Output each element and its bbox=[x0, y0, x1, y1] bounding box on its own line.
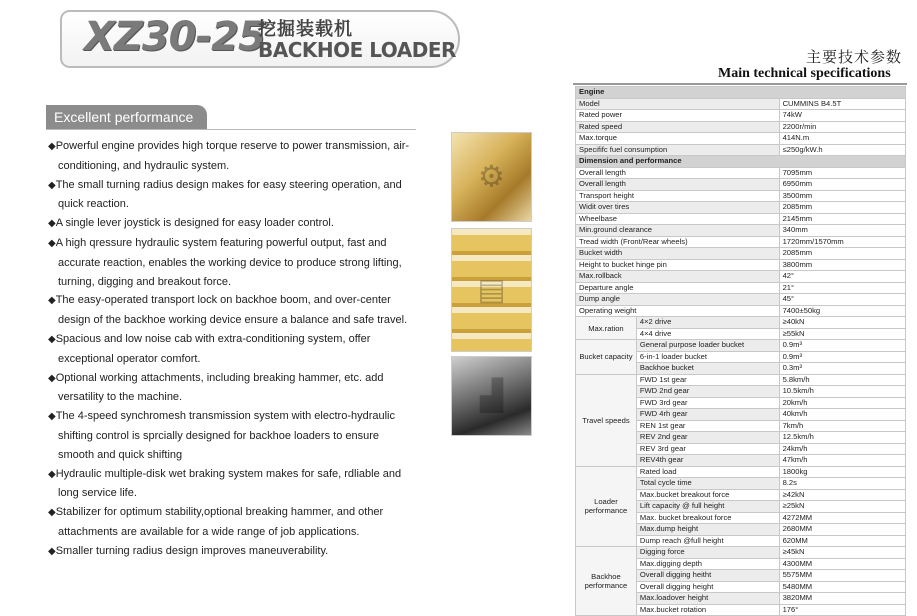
spec-label: 6-in-1 loader bucket bbox=[636, 351, 779, 363]
spec-table bbox=[575, 86, 906, 616]
spec-label: Min.ground clearance bbox=[576, 225, 780, 237]
spec-group-label: Max.ration bbox=[576, 317, 637, 340]
spec-section-title: Engine bbox=[576, 87, 906, 99]
spec-value: 5480MM bbox=[779, 581, 905, 593]
spec-row bbox=[576, 248, 906, 260]
spec-value: 7400±50kg bbox=[779, 305, 905, 317]
spec-title-en: Main technical specifications bbox=[718, 66, 891, 81]
spec-row bbox=[576, 547, 906, 559]
spec-label: Dump reach @full height bbox=[636, 535, 779, 547]
performance-heading: Excellent performance bbox=[46, 105, 207, 129]
spec-label: Total cycle time bbox=[636, 478, 779, 490]
spec-label: Rated power bbox=[576, 110, 780, 122]
spec-label: REV 3rd gear bbox=[636, 443, 779, 455]
spec-value: 3800mm bbox=[779, 259, 905, 271]
spec-label: 4×4 drive bbox=[636, 328, 779, 340]
spec-section-header bbox=[576, 156, 906, 168]
spec-group-label: Backhoe performance bbox=[576, 547, 637, 616]
spec-title-cn: 主要技术参数 bbox=[806, 48, 903, 66]
spec-row bbox=[576, 374, 906, 386]
spec-label: Model bbox=[576, 98, 780, 110]
spec-label: Transport height bbox=[576, 190, 780, 202]
spec-row bbox=[576, 236, 906, 248]
spec-label: Overall length bbox=[576, 179, 780, 191]
spec-value: 176° bbox=[779, 604, 905, 616]
spec-label: Widit over tires bbox=[576, 202, 780, 214]
spec-label: Max.bucket rotation bbox=[636, 604, 779, 616]
spec-value: 0.3m³ bbox=[779, 363, 905, 375]
spec-label: FWD 4rh gear bbox=[636, 409, 779, 421]
spec-label: FWD 3rd gear bbox=[636, 397, 779, 409]
spec-label: FWD 1st gear bbox=[636, 374, 779, 386]
spec-value: 8.2s bbox=[779, 478, 905, 490]
spec-label: Operating weight bbox=[576, 305, 780, 317]
feature-item: ◆ Hydraulic multiple-disk wet braking system makes for safe, rdliable and long service life. bbox=[48, 465, 418, 504]
spec-row bbox=[576, 190, 906, 202]
spec-value: ≥55kN bbox=[779, 328, 905, 340]
spec-label: Bucket width bbox=[576, 248, 780, 260]
spec-label: Max.dump height bbox=[636, 524, 779, 536]
spec-label: Overall digging heitht bbox=[636, 570, 779, 582]
feature-item: ◆ Powerful engine provides high torque reserve to power transmission, air-conditioning, and hydraulic system. bbox=[48, 137, 418, 176]
spec-label: FWD 2nd gear bbox=[636, 386, 779, 398]
spec-value: ≤250g/kW.h bbox=[779, 144, 905, 156]
feature-item: ◆ A single lever joystick is designed for easy loader control. bbox=[48, 214, 418, 234]
engine-photo bbox=[451, 132, 532, 222]
spec-value: 47km/h bbox=[779, 455, 905, 467]
spec-row bbox=[576, 144, 906, 156]
spec-value: 74kW bbox=[779, 110, 905, 122]
spec-value: 2200r/min bbox=[779, 121, 905, 133]
operator-cab-photo bbox=[451, 356, 532, 436]
spec-group-label: Loader performance bbox=[576, 466, 637, 547]
spec-value: ≥42kN bbox=[779, 489, 905, 501]
spec-value: 3820MM bbox=[779, 593, 905, 605]
spec-value: 21° bbox=[779, 282, 905, 294]
spec-label: Max.loadover height bbox=[636, 593, 779, 605]
spec-label: Lift capacity @ full height bbox=[636, 501, 779, 513]
spec-row bbox=[576, 271, 906, 283]
feature-item: ◆ Smaller turning radius design improves maneuverability. bbox=[48, 542, 418, 562]
spec-row bbox=[576, 213, 906, 225]
spec-value: 2085mm bbox=[779, 202, 905, 214]
product-title-en: BACKHOE LOADER bbox=[258, 38, 456, 62]
spec-label: Max. bucket breakout force bbox=[636, 512, 779, 524]
spec-label: Digging force bbox=[636, 547, 779, 559]
spec-value: 0.9m³ bbox=[779, 351, 905, 363]
spec-value: 42° bbox=[779, 271, 905, 283]
spec-value: 340mm bbox=[779, 225, 905, 237]
spec-group-label: Travel speeds bbox=[576, 374, 637, 466]
model-title: XZ30-25 bbox=[84, 14, 265, 60]
spec-row bbox=[576, 110, 906, 122]
feature-item: ◆ The 4-speed synchromesh transmission system with electro-hydraulic shifting control is sprcially designed for backhoe loaders to ensure smooth and quick shifting bbox=[48, 407, 418, 464]
spec-divider bbox=[573, 83, 907, 85]
spec-value: 2680MM bbox=[779, 524, 905, 536]
spec-label: Tread width (Front/Rear wheels) bbox=[576, 236, 780, 248]
spec-value: 12.5km/h bbox=[779, 432, 905, 444]
spec-value: ≥25kN bbox=[779, 501, 905, 513]
spec-row bbox=[576, 98, 906, 110]
feature-item: ◆ Optional working attachments, including breaking hammer, etc. add versatility to the machine. bbox=[48, 369, 418, 408]
spec-value: 5575MM bbox=[779, 570, 905, 582]
spec-row bbox=[576, 121, 906, 133]
spec-label: Max.torque bbox=[576, 133, 780, 145]
feature-item: ◆ Spacious and low noise cab with extra-conditioning system, offer exceptional operator comfort. bbox=[48, 330, 418, 369]
spec-value: 6950mm bbox=[779, 179, 905, 191]
spec-row bbox=[576, 294, 906, 306]
spec-value: CUMMINS B4.5T bbox=[779, 98, 905, 110]
spec-row bbox=[576, 282, 906, 294]
spec-value: 0.9m³ bbox=[779, 340, 905, 352]
spec-value: 45° bbox=[779, 294, 905, 306]
spec-label: Max.bucket breakout force bbox=[636, 489, 779, 501]
spec-label: Height to bucket hinge pin bbox=[576, 259, 780, 271]
spec-label: Specififc fuel consumption bbox=[576, 144, 780, 156]
spec-value: 3500mm bbox=[779, 190, 905, 202]
engine-icon: ⚙ bbox=[478, 160, 505, 194]
spec-label: REV 2nd gear bbox=[636, 432, 779, 444]
spec-label: 4×2 drive bbox=[636, 317, 779, 329]
spec-group-label: Bucket capacity bbox=[576, 340, 637, 375]
spec-value: 620MM bbox=[779, 535, 905, 547]
spec-value: 7095mm bbox=[779, 167, 905, 179]
spec-label: Max.digging depth bbox=[636, 558, 779, 570]
spec-row bbox=[576, 225, 906, 237]
feature-item: ◆ A high qressure hydraulic system featuring powerful output, fast and accurate reaction, enables the working device to produce strong lifting, turning, digging and breakout force. bbox=[48, 234, 418, 291]
spec-row bbox=[576, 305, 906, 317]
spec-row bbox=[576, 202, 906, 214]
spec-value: 2145mm bbox=[779, 213, 905, 225]
spec-row bbox=[576, 340, 906, 352]
spec-label: REN 1st gear bbox=[636, 420, 779, 432]
spec-label: Dump angle bbox=[576, 294, 780, 306]
feature-item: ◆ The easy-operated transport lock on backhoe boom, and over-center design of the backhoe working device ensure a balance and safe travel. bbox=[48, 291, 418, 330]
spec-label: Overall length bbox=[576, 167, 780, 179]
feature-list bbox=[48, 137, 418, 562]
spec-label: Overall digging height bbox=[636, 581, 779, 593]
spec-section-header bbox=[576, 87, 906, 99]
spec-label: Rated load bbox=[636, 466, 779, 478]
spec-value: 20km/h bbox=[779, 397, 905, 409]
spec-label: Wheelbase bbox=[576, 213, 780, 225]
spec-value: 414N.m bbox=[779, 133, 905, 145]
spec-value: 40km/h bbox=[779, 409, 905, 421]
spec-label: Rated speed bbox=[576, 121, 780, 133]
feature-item: ◆ Stabilizer for optimum stability,optional breaking hammer, and other attachments are available for a wide range of job applications. bbox=[48, 503, 418, 542]
spec-label: REV4th gear bbox=[636, 455, 779, 467]
spec-label: General purpose loader bucket bbox=[636, 340, 779, 352]
feature-item: ◆ The small turning radius design makes for easy steering operation, and quick reaction. bbox=[48, 176, 418, 215]
product-title-cn: 挖掘装载机 bbox=[258, 19, 353, 40]
seat-icon: ▟ bbox=[479, 379, 504, 413]
spec-row bbox=[576, 317, 906, 329]
valve-icon: ▤ bbox=[477, 273, 506, 307]
spec-row bbox=[576, 466, 906, 478]
spec-value: ≥45kN bbox=[779, 547, 905, 559]
spec-row bbox=[576, 259, 906, 271]
spec-value: 1720mm/1570mm bbox=[779, 236, 905, 248]
spec-label: Departure angle bbox=[576, 282, 780, 294]
spec-value: 4272MM bbox=[779, 512, 905, 524]
spec-value: 7km/h bbox=[779, 420, 905, 432]
spec-value: 10.5km/h bbox=[779, 386, 905, 398]
spec-section-title: Dimension and performance bbox=[576, 156, 906, 168]
spec-value: 24km/h bbox=[779, 443, 905, 455]
spec-row bbox=[576, 179, 906, 191]
control-valve-photo bbox=[451, 228, 532, 352]
spec-value: ≥40kN bbox=[779, 317, 905, 329]
spec-label: Max.rollback bbox=[576, 271, 780, 283]
spec-row bbox=[576, 167, 906, 179]
spec-value: 1800kg bbox=[779, 466, 905, 478]
spec-value: 2085mm bbox=[779, 248, 905, 260]
spec-label: Backhoe bucket bbox=[636, 363, 779, 375]
spec-value: 5.8km/h bbox=[779, 374, 905, 386]
spec-value: 4300MM bbox=[779, 558, 905, 570]
spec-row bbox=[576, 133, 906, 145]
